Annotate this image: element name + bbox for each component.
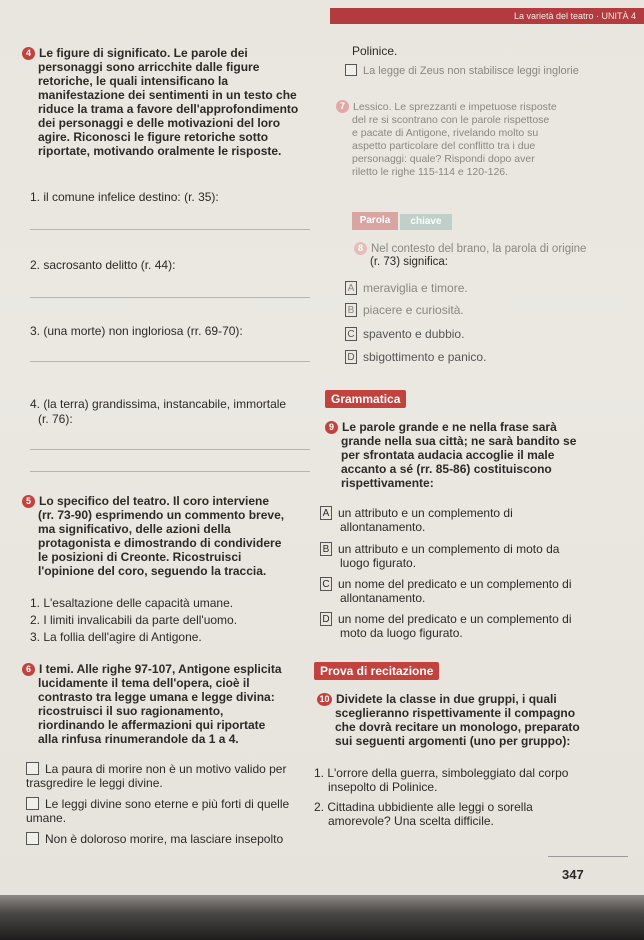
ex5-item-1: 1. L'esaltazione delle capacità umane.	[30, 596, 234, 610]
ex4-line: agire. Riconosci le figure retoriche sotto	[38, 130, 269, 144]
ex8-option-c[interactable]	[345, 327, 464, 341]
ex7-number: 7	[336, 100, 349, 113]
ex9-number: 9	[325, 421, 338, 434]
exercise-7	[339, 100, 642, 179]
law-line	[345, 64, 640, 78]
recitazione-tag: Prova di recitazione	[314, 662, 439, 680]
ex7-line: e pacate di Antigone, rivelando molto su	[352, 127, 539, 139]
ex8-line: (r. 73) significa:	[370, 256, 448, 268]
option-letter: D	[320, 612, 332, 626]
answer-line[interactable]	[30, 296, 310, 298]
ex10-line: sceglieranno rispettivamente il compagno	[335, 706, 576, 720]
ex5-text	[25, 494, 338, 578]
polinice-line: Polinice.	[352, 44, 398, 58]
ex4-line	[25, 46, 338, 60]
ex4-line: manifestazione dei sentimenti in un testo che	[38, 88, 297, 102]
ex10-line-text: Dividete la classe in due gruppi, i quali	[336, 692, 557, 706]
option-line	[320, 506, 640, 520]
ex4-line-text: Le figure di significato. Le parole dei	[39, 46, 248, 60]
ex6-line: ricostruisci il suo ragionamento,	[38, 704, 224, 718]
ex7-line: aspetto particolare del conflitto tra i due	[352, 140, 536, 152]
ex4-text	[25, 46, 338, 158]
option-letter: B	[320, 542, 332, 556]
ex4-item-4-ref: (r. 76):	[38, 412, 73, 426]
check-text: La paura di morire non è un motivo valido per	[45, 762, 287, 776]
option-line	[320, 612, 640, 626]
ex10-line: che dovrà recitare un monologo, preparato	[335, 720, 580, 734]
ex8-number: 8	[354, 242, 367, 255]
ex10-item-line: 2. Cittadina ubbidiente alle leggi o sorella	[314, 800, 533, 814]
ex6-line: contrasto tra legge umana e legge divina:	[38, 690, 275, 704]
ex7-line	[339, 100, 642, 114]
ex4-item-3: 3. (una morte) non ingloriosa (rr. 69-70):	[30, 324, 243, 338]
order-box[interactable]	[26, 832, 39, 845]
order-box[interactable]	[26, 797, 39, 810]
ex8-option-a[interactable]	[345, 281, 468, 295]
grammar-tag: Grammatica	[325, 390, 406, 408]
answer-line[interactable]	[30, 470, 310, 472]
ex5-line: ma significativo, delle azioni della	[38, 522, 231, 536]
ex8-line	[357, 242, 640, 256]
ex6-text	[25, 662, 338, 746]
ex9-line-text: Le parole grande e ne nella frase sarà	[342, 420, 557, 434]
ex10-item-line: insepolto di Polinice.	[328, 780, 438, 794]
ex6-line-text: I temi. Alle righe 97-107, Antigone esplicita	[39, 662, 282, 676]
ex6-check-1	[26, 762, 326, 790]
ex4-line: retoriche, le quali intensificano la	[38, 74, 229, 88]
page-number: 347	[562, 867, 584, 882]
ex9-line: rispettivamente:	[341, 476, 434, 490]
ex6-line: lucidamente il tema dell'opera, cioè il	[38, 676, 250, 690]
ex8-option-d[interactable]	[345, 350, 486, 364]
law-text: La legge di Zeus non stabilisce leggi inglorie	[363, 65, 579, 77]
ex9-line: grande nella sua città; ne sarà bandito se	[341, 434, 577, 448]
ex8-line-text: Nel contesto del brano, la parola di origine	[371, 243, 587, 255]
ex4-item-1: 1. il comune infelice destino: (r. 35):	[30, 190, 219, 204]
ex5-line	[25, 494, 338, 508]
ex5-line-text: Lo specifico del teatro. Il coro interviene	[39, 494, 270, 508]
ex7-line-text: Lessico. Le sprezzanti e impetuose risposte	[353, 101, 557, 113]
exercise-8	[357, 242, 640, 269]
chiave-tag: chiave	[400, 214, 452, 230]
option-text: un nome del predicato e un complemento di	[338, 612, 572, 626]
ex7-line: personaggi: quale? Rispondi dopo aver	[352, 153, 535, 165]
option-letter: A	[320, 506, 332, 520]
ex7-line: riletto le righe 115-114 e 120-126.	[352, 166, 509, 178]
ex4-number: 4	[22, 47, 35, 60]
ex5-number: 5	[22, 495, 35, 508]
option-text: sbigottimento e panico.	[363, 350, 487, 364]
option-letter: A	[345, 281, 357, 295]
ex6-check-line	[26, 832, 326, 846]
photo-shadow	[0, 895, 644, 940]
option-letter: C	[345, 327, 357, 341]
option-text: allontanamento.	[340, 520, 426, 534]
ex10-line	[319, 692, 635, 706]
parola-tag: Parola	[352, 212, 398, 230]
ex7-line: del re si scontrano con le parole rispettose	[352, 114, 550, 126]
ex6-check-line	[26, 797, 326, 811]
ex4-line: riportate, motivando oralmente le risposte.	[38, 144, 282, 158]
option-line	[320, 542, 640, 556]
ex9-option-d[interactable]	[320, 612, 640, 640]
ex10-line: sui seguenti argomenti (uno per gruppo):	[335, 734, 571, 748]
ex9-option-c[interactable]	[320, 577, 640, 605]
option-text: un nome del predicato e un complemento di	[338, 577, 572, 591]
answer-box[interactable]	[345, 64, 357, 76]
ex5-line: l'opinione del coro, seguendo la traccia.	[38, 564, 267, 578]
option-letter: C	[320, 577, 332, 591]
order-box[interactable]	[26, 762, 39, 775]
option-text: meraviglia e timore.	[363, 281, 468, 295]
answer-line[interactable]	[30, 448, 310, 450]
answer-line[interactable]	[30, 228, 310, 230]
ex6-line: alla rinfusa rinumerandole da 1 a 4.	[38, 732, 239, 746]
ex10-item-line: amorevole? Una scelta difficile.	[328, 814, 494, 828]
option-text: luogo figurato.	[340, 556, 417, 570]
option-text: moto da luogo figurato.	[340, 626, 463, 640]
ex6-check-line	[26, 762, 326, 776]
ex4-item-2: 2. sacrosanto delitto (r. 44):	[30, 258, 176, 272]
ex10-number: 10	[317, 693, 332, 706]
option-text: allontanamento.	[340, 591, 426, 605]
check-text: trasgredire le leggi divine.	[26, 776, 163, 790]
ex6-check-3	[26, 832, 326, 846]
check-text: Le leggi divine sono eterne e più forti di quelle	[45, 797, 290, 811]
ex9-line: per sfrontata audacia accoglie il male	[341, 448, 555, 462]
option-text: un attributo e un complemento di	[338, 506, 513, 520]
ex6-check-2	[26, 797, 326, 825]
ex9-option-b[interactable]	[320, 542, 640, 570]
option-letter: D	[345, 350, 357, 364]
ex6-number: 6	[22, 663, 35, 676]
running-header	[330, 8, 644, 24]
ex5-line: (rr. 73-90) esprimendo un commento breve,	[38, 508, 285, 522]
ex6-line: riordinando le affermazioni qui riportate	[38, 718, 266, 732]
running-title: La varietà del teatro · UNITÀ 4	[513, 11, 636, 21]
option-letter: B	[345, 303, 357, 317]
ex9-line	[328, 420, 641, 434]
ex5-line: protagonista e dimostrando di condividere	[38, 536, 282, 550]
option-text: spavento e dubbio.	[363, 327, 465, 341]
option-text: un attributo e un complemento di moto da	[338, 542, 560, 556]
ex10-item-2	[314, 800, 634, 828]
option-text: piacere e curiosità.	[363, 303, 464, 317]
ex6-line	[25, 662, 338, 676]
check-text: Non è doloroso morire, ma lasciare insepolto	[45, 832, 284, 846]
ex4-line: riduce la trama a favore dell'approfondimento	[38, 102, 299, 116]
ex5-item-2: 2. I limiti invalicabili da parte dell'uomo.	[30, 613, 238, 627]
answer-line[interactable]	[30, 360, 310, 362]
ex9-line: accanto a sé (rr. 85-86) costituiscono	[341, 462, 552, 476]
ex9-text	[328, 420, 641, 490]
ex10-text	[319, 692, 635, 748]
ex10-item-1	[314, 766, 634, 794]
page-number-rule	[548, 855, 628, 857]
ex4-item-4: 4. (la terra) grandissima, instancabile, immortale	[30, 397, 287, 411]
check-text: umane.	[26, 811, 67, 825]
ex10-item-line: 1. L'orrore della guerra, simboleggiato dal corpo	[314, 766, 569, 780]
ex4-line: dei personaggi e delle motivazioni del loro	[38, 116, 281, 130]
ex5-item-3: 3. La follia dell'agire di Antigone.	[30, 630, 202, 644]
option-line	[320, 577, 640, 591]
ex8-option-b[interactable]	[345, 303, 464, 317]
ex4-line: personaggi sono arricchite dalle figure	[38, 60, 260, 74]
ex5-line: le posizioni di Creonte. Ricostruisci	[38, 550, 242, 564]
ex9-option-a[interactable]	[320, 506, 640, 534]
